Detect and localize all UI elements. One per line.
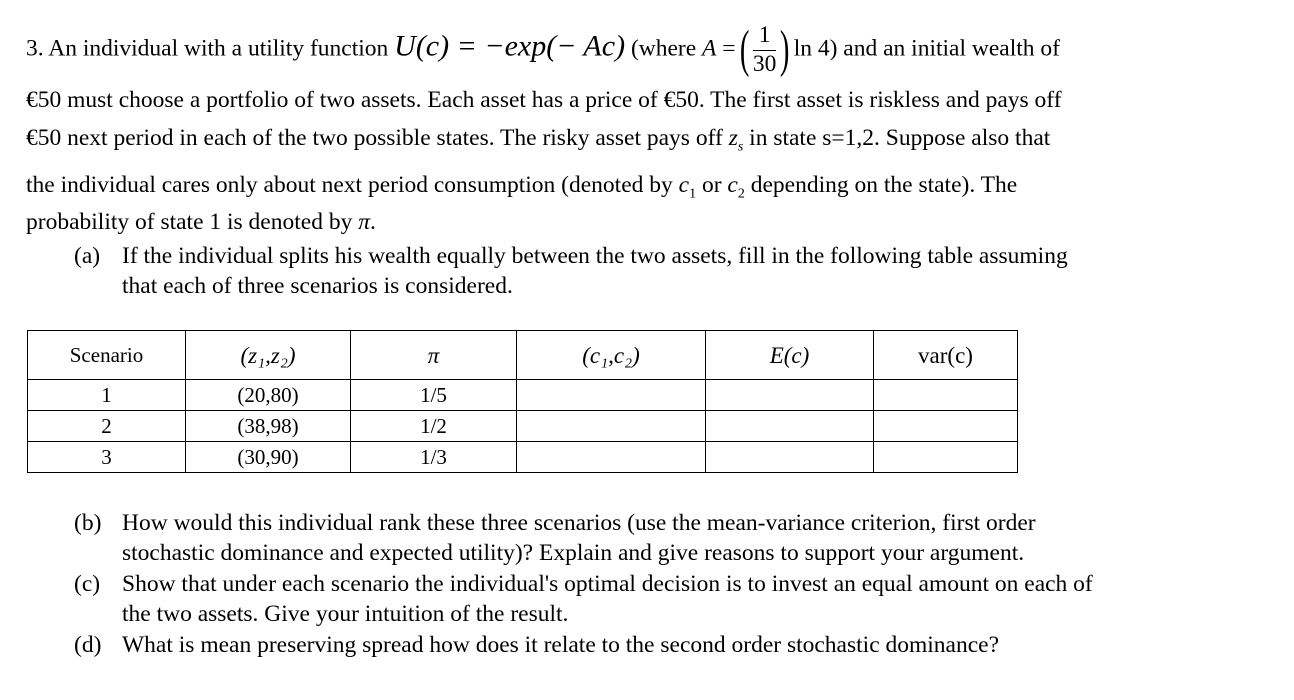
right-paren: ) xyxy=(780,21,790,78)
line4-start: the individual cares only about next period consumption (denoted by xyxy=(26,172,673,198)
cell-variance xyxy=(874,411,1018,442)
header-expectation: E(c) xyxy=(706,331,874,380)
cell-pi: 1/3 xyxy=(351,442,517,473)
problem-line-2: €50 must choose a portfolio of two assets. Each asset has a price of €50. The first asset is riskless and pays off xyxy=(26,87,1062,113)
fraction-denominator: 30 xyxy=(752,50,777,77)
part-c-text-2: the two assets. Give your intuition of the result. xyxy=(122,601,569,627)
cell-expectation xyxy=(706,442,874,473)
line4-end: depending on the state). The xyxy=(750,172,1018,198)
cell-expectation xyxy=(706,380,874,411)
ln-term: ln 4 xyxy=(793,35,830,62)
problem-line-3 xyxy=(26,127,1050,155)
or-word: or xyxy=(701,172,722,198)
header-pi: π xyxy=(351,331,517,380)
problem-intro-text: An individual with a utility function xyxy=(48,35,389,62)
part-b-text-2: stochastic dominance and expected utility)? Explain and give reasons to support your argument. xyxy=(122,540,1025,566)
header-scenario: Scenario xyxy=(28,331,186,380)
cell-c xyxy=(517,380,706,411)
part-b-label: (b) xyxy=(74,510,102,536)
table-row xyxy=(28,380,1018,411)
line5-end: . xyxy=(369,209,376,235)
problem-line-1 xyxy=(26,21,1060,78)
part-a-label: (a) xyxy=(74,243,101,269)
c2-variable: $c_2$ xyxy=(727,172,745,202)
line3-end: in state s=1,2. Suppose also that xyxy=(749,125,1051,151)
a-variable: A xyxy=(702,35,717,62)
line3-start: €50 next period in each of the two possible states. The risky asset pays off xyxy=(26,125,723,151)
left-paren: ( xyxy=(739,21,749,78)
problem-line-4 xyxy=(26,174,1017,202)
table-header-row xyxy=(28,331,1018,380)
table-row xyxy=(28,442,1018,473)
scenario-table xyxy=(27,330,1018,473)
where-text: (where xyxy=(630,35,697,62)
cell-z: (20,80) xyxy=(186,380,351,411)
part-c-text-1: Show that under each scenario the individual's optimal decision is to invest an equal amount on each of xyxy=(122,571,1093,597)
line5-start: probability of state 1 is denoted by xyxy=(26,209,353,235)
cell-expectation xyxy=(706,411,874,442)
problem-line1-end: ) and an initial wealth of xyxy=(829,35,1060,62)
header-z-pair: (z₁,z₂) xyxy=(186,331,351,380)
part-a-text-1: If the individual splits his wealth equally between the two assets, fill in the following table assuming xyxy=(122,243,1068,269)
pi-symbol: π xyxy=(358,209,370,235)
cell-variance xyxy=(874,380,1018,411)
cell-z: (30,90) xyxy=(186,442,351,473)
table-row xyxy=(28,411,1018,442)
utility-function: U(c) = −exp(− Ac) xyxy=(394,29,626,63)
part-d-label: (d) xyxy=(74,632,102,658)
cell-z: (38,98) xyxy=(186,411,351,442)
fraction xyxy=(753,24,777,76)
cell-c xyxy=(517,411,706,442)
cell-scenario: 3 xyxy=(28,442,186,473)
part-b-text-1: How would this individual rank these three scenarios (use the mean-variance criterion, first order xyxy=(122,510,1036,536)
cell-pi: 1/2 xyxy=(351,411,517,442)
problem-number: 3. xyxy=(26,35,44,62)
part-d-text-1: What is mean preserving spread how does it relate to the second order stochastic dominance? xyxy=(122,632,1000,658)
cell-variance xyxy=(874,442,1018,473)
z-variable: $z_s$ xyxy=(728,125,744,155)
equals-sign: = xyxy=(722,35,736,62)
cell-scenario: 1 xyxy=(28,380,186,411)
cell-pi: 1/5 xyxy=(351,380,517,411)
header-variance: var(c) xyxy=(874,331,1018,380)
cell-scenario: 2 xyxy=(28,411,186,442)
part-c-label: (c) xyxy=(74,571,101,597)
cell-c xyxy=(517,442,706,473)
c1-variable: $c_1$ xyxy=(678,172,697,202)
problem-line-5 xyxy=(26,211,376,235)
part-a-text-2: that each of three scenarios is considered. xyxy=(122,273,513,299)
header-c-pair: (c₁,c₂) xyxy=(517,331,706,380)
fraction-numerator: 1 xyxy=(753,24,777,51)
